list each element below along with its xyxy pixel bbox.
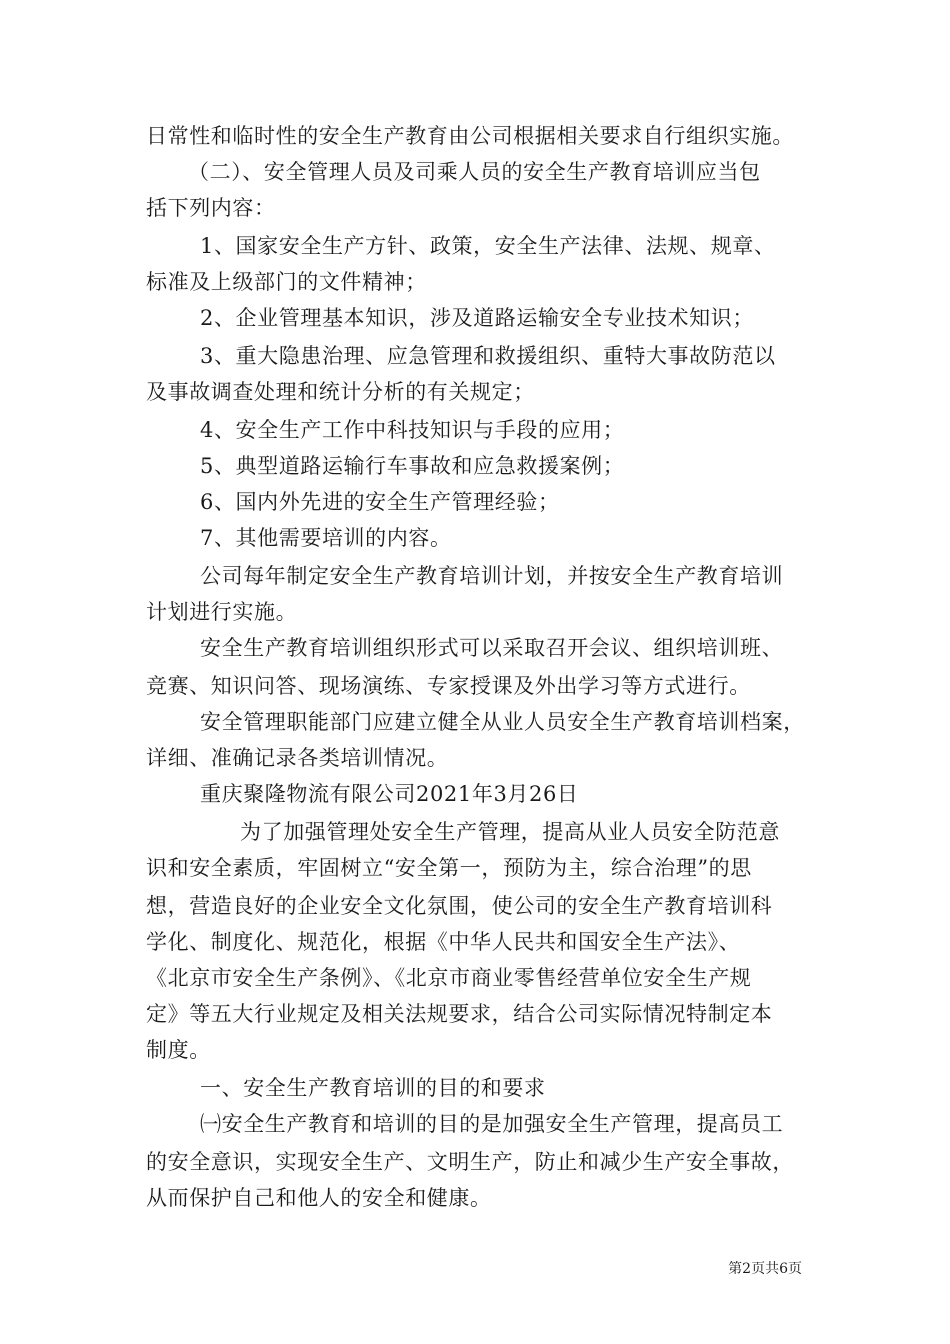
text-line: 2、企业管理基本知识，涉及道路运输安全专业技术知识； (200, 306, 754, 330)
text-line: 一、安全生产教育培训的目的和要求 (200, 1076, 546, 1100)
text-line: 学化、制度化、规范化，根据《中华人民共和国安全生产法》、 (146, 930, 741, 954)
text-line: 想，营造良好的企业安全文化氛围，使公司的安全生产教育培训科 (146, 894, 773, 918)
text-line: 公司每年制定安全生产教育培训计划，并按安全生产教育培训 (200, 564, 784, 588)
text-line: 为了加强管理处安全生产管理，提高从业人员安全防范意 (240, 820, 780, 844)
text-line: 1、国家安全生产方针、政策，安全生产法律、法规、规章、 (200, 234, 776, 258)
text-line: 重庆聚隆物流有限公司2021年3月26日 (200, 782, 579, 806)
text-line: 《北京市安全生产条例》、《北京市商业零售经营单位安全生产规 (146, 966, 752, 990)
page-number-footer: 第2页共6页 (728, 1261, 802, 1277)
text-line: 的安全意识，实现安全生产、文明生产，防止和减少生产安全事故， (146, 1150, 794, 1174)
text-line: 定》等五大行业规定及相关法规要求，结合公司实际情况特制定本 (146, 1002, 773, 1026)
text-line: 6、国内外先进的安全生产管理经验； (200, 490, 560, 514)
text-line: 括下列内容： (146, 196, 276, 220)
text-line: 计划进行实施。 (146, 600, 298, 624)
text-line: 制度。 (146, 1038, 211, 1062)
text-line: 竞赛、知识问答、现场演练、专家授课及外出学习等方式进行。 (146, 674, 751, 698)
text-line: 及事故调查处理和统计分析的有关规定； (146, 380, 535, 404)
text-line: 7、其他需要培训的内容。 (200, 526, 452, 550)
text-line: 安全生产教育培训组织形式可以采取召开会议、组织培训班、 (200, 636, 784, 660)
text-line: 3、重大隐患治理、应急管理和救援组织、重特大事故防范以 (200, 344, 776, 368)
text-line: 日常性和临时性的安全生产教育由公司根据相关要求自行组织实施。 (146, 124, 794, 148)
text-line: 从而保护自己和他人的安全和健康。 (146, 1186, 492, 1210)
text-line: 识和安全素质，牢固树立“安全第一，预防为主，综合治理”的思 (146, 856, 752, 880)
text-line: ㈠安全生产教育和培训的目的是加强安全生产管理，提高员工 (200, 1112, 784, 1136)
text-line: 安全管理职能部门应建立健全从业人员安全生产教育培训档案， (200, 710, 805, 734)
text-line: 标准及上级部门的文件精神； (146, 270, 427, 294)
text-line: 4、安全生产工作中科技知识与手段的应用； (200, 418, 625, 442)
text-line: 5、典型道路运输行车事故和应急救援案例； (200, 454, 625, 478)
text-line: 详细、准确记录各类培训情况。 (146, 746, 449, 770)
text-line: （二）、安全管理人员及司乘人员的安全生产教育培训应当包 (188, 160, 761, 184)
